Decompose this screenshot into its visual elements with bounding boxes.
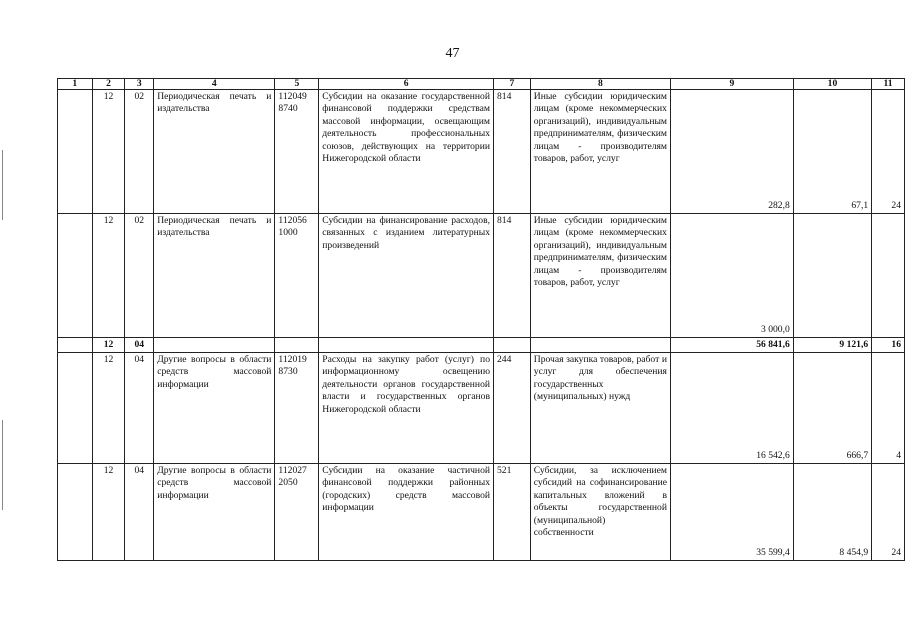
table-cell <box>58 353 93 464</box>
amount: 35 599,4 <box>670 464 793 561</box>
summary-row <box>58 338 905 353</box>
subtotal-amount-secondary: 9 121,6 <box>793 338 871 353</box>
target-article: 112027 2050 <box>275 464 319 561</box>
table-cell <box>275 338 319 353</box>
subtotal-amount: 56 841,6 <box>670 338 793 353</box>
table-row <box>58 90 905 214</box>
amount-secondary: 666,7 <box>793 353 871 464</box>
table-cell <box>58 214 93 338</box>
header-cell: 10 <box>793 79 871 90</box>
table-row <box>58 214 905 338</box>
header-cell: 6 <box>319 79 494 90</box>
scan-margin-mark <box>2 420 3 510</box>
subsection-name: Другие вопросы в области средств массовой информации <box>154 353 275 464</box>
expense-type-code: 244 <box>494 353 531 464</box>
amount-secondary: 67,1 <box>793 90 871 214</box>
section-code: 12 <box>92 90 125 214</box>
count: 24 <box>872 90 905 214</box>
section-code: 12 <box>92 338 125 353</box>
expense-type-code: 814 <box>494 90 531 214</box>
subsection-code: 02 <box>125 90 154 214</box>
section-code: 12 <box>92 214 125 338</box>
expense-description: Субсидии на оказание частичной финансовой поддержки районных (городских) средств массовой информации <box>319 464 494 561</box>
target-article: 112019 8730 <box>275 353 319 464</box>
expense-type-name: Иные субсидии юридическим лицам (кроме некоммерческих организаций), индивидуальным предпринимателям, физическим лицам - производителям товаров, работ, услуг <box>530 214 670 338</box>
subsection-code: 02 <box>125 214 154 338</box>
expense-description: Субсидии на финансирование расходов, связанных с изданием литературных произведений <box>319 214 494 338</box>
table-cell <box>494 338 531 353</box>
section-code: 12 <box>92 464 125 561</box>
amount-secondary: 8 454,9 <box>793 464 871 561</box>
budget-table <box>57 78 905 561</box>
table-cell <box>58 90 93 214</box>
subsection-name: Периодическая печать и издательства <box>154 214 275 338</box>
header-cell: 3 <box>125 79 154 90</box>
table-cell <box>154 338 275 353</box>
subsection-code: 04 <box>125 464 154 561</box>
count <box>872 214 905 338</box>
header-cell: 9 <box>670 79 793 90</box>
table-row <box>58 464 905 561</box>
table-cell <box>58 338 93 353</box>
amount-secondary <box>793 214 871 338</box>
expense-type-name: Прочая закупка товаров, работ и услуг для обеспечения государственных (муниципальных) нужд <box>530 353 670 464</box>
count: 4 <box>872 353 905 464</box>
target-article: 112049 8740 <box>275 90 319 214</box>
subsection-name: Другие вопросы в области средств массовой информации <box>154 464 275 561</box>
subtotal-count: 16 <box>872 338 905 353</box>
section-code: 12 <box>92 353 125 464</box>
header-cell: 5 <box>275 79 319 90</box>
page-number: 47 <box>445 46 460 61</box>
amount: 16 542,6 <box>670 353 793 464</box>
expense-type-name: Субсидии, за исключением субсидий на софинансирование капитальных вложений в объекты государственной (муниципальной) собственности <box>530 464 670 561</box>
expense-description: Расходы на закупку работ (услуг) по информационному освещению деятельности органов государственной власти и государственных органов Нижегородской области <box>319 353 494 464</box>
header-cell: 4 <box>154 79 275 90</box>
table-row <box>58 353 905 464</box>
count: 24 <box>872 464 905 561</box>
header-row <box>58 79 905 90</box>
table-cell <box>58 464 93 561</box>
table-cell <box>530 338 670 353</box>
expense-type-name: Иные субсидии юридическим лицам (кроме некоммерческих организаций), индивидуальным предпринимателям, физическим лицам - производителям товаров, работ, услуг <box>530 90 670 214</box>
header-cell: 8 <box>530 79 670 90</box>
header-cell: 2 <box>92 79 125 90</box>
expense-type-code: 521 <box>494 464 531 561</box>
table-cell <box>319 338 494 353</box>
subsection-code: 04 <box>125 353 154 464</box>
expense-type-code: 814 <box>494 214 531 338</box>
amount: 282,8 <box>670 90 793 214</box>
subsection-name: Периодическая печать и издательства <box>154 90 275 214</box>
subsection-code: 04 <box>125 338 154 353</box>
expense-description: Субсидии на оказание государственной финансовой поддержки средствам массовой информации, освещающим деятельность профессиональных союзов, действующих на территории Нижегородской области <box>319 90 494 214</box>
scan-margin-mark <box>2 150 3 220</box>
target-article: 112056 1000 <box>275 214 319 338</box>
amount: 3 000,0 <box>670 214 793 338</box>
header-cell: 11 <box>872 79 905 90</box>
header-cell: 7 <box>494 79 531 90</box>
header-cell: 1 <box>58 79 93 90</box>
